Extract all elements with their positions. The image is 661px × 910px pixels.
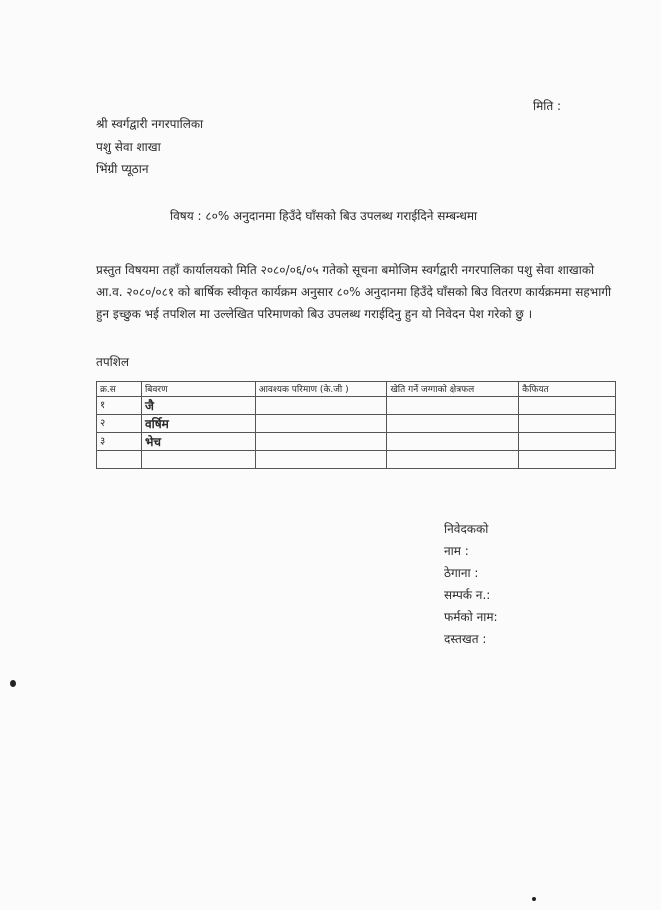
cell-remarks — [519, 415, 616, 433]
applicant-contact-label: सम्पर्क न.: — [444, 588, 491, 602]
cell-land-area — [387, 397, 519, 415]
cell-serial: २ — [97, 415, 142, 433]
cell-description: भेच — [141, 433, 255, 451]
date-label: मिति : — [533, 99, 562, 113]
cell-serial: १ — [97, 397, 142, 415]
table-row — [97, 433, 616, 451]
recipient-line-3: भिंग्री प्यूठान — [96, 162, 149, 176]
cell-remarks — [519, 397, 616, 415]
details-table — [96, 381, 616, 469]
cell-description: वर्षिम — [141, 415, 255, 433]
recipient-line-1: श्री स्वर्गद्वारी नगरपालिका — [96, 117, 204, 131]
scan-speck — [532, 897, 536, 901]
header-serial: क्र.स — [97, 382, 142, 397]
table-row — [97, 415, 616, 433]
cell-serial — [97, 451, 142, 469]
body-paragraph: प्रस्तुत विषयमा तहाँ कार्यालयको मिति २०८०/०६/०५ गतेको सूचना बमोजिम स्वर्गद्वारी नगरपालिका पशु सेवा शाखाको आ.व. २०८०/०८१ को बार्षिक स्वीकृत कार्यक्रम अनुसार ८०% अनुदानमा हिउँदे घाँसको बिउ वितरण कार्यक्रममा सहभागी हुन इच्छुक भई तपशिल मा उल्लेखित परिमाणको बिउ उपलब्ध गराईदिनु हुन यो निवेदन पेश गरेको छु । — [96, 263, 612, 321]
cell-quantity — [255, 415, 387, 433]
subject-line: विषय : ८०% अनुदानमा हिउँदे घाँसको बिउ उपलब्ध गराईदिने सम्बन्धमा — [170, 209, 478, 223]
applicant-name-label: नाम : — [444, 544, 469, 558]
cell-description: जै — [141, 397, 255, 415]
table-row — [97, 451, 616, 469]
header-remarks: कैफियत — [519, 382, 616, 397]
cell-quantity — [255, 433, 387, 451]
applicant-signature-label: दस्तखत : — [444, 632, 487, 646]
scan-speck — [10, 680, 16, 687]
applicant-heading: निवेदकको — [444, 522, 489, 536]
table-row — [97, 397, 616, 415]
applicant-address-label: ठेगाना : — [444, 566, 479, 580]
cell-remarks — [519, 433, 616, 451]
cell-description — [141, 451, 255, 469]
cell-remarks — [519, 451, 616, 469]
cell-serial: ३ — [97, 433, 142, 451]
cell-quantity — [255, 451, 387, 469]
cell-quantity — [255, 397, 387, 415]
cell-land-area — [387, 451, 519, 469]
applicant-block — [444, 518, 498, 650]
header-description: बिवरण — [141, 382, 255, 397]
applicant-firm-label: फर्मको नाम: — [444, 610, 498, 624]
table-header-row — [97, 382, 616, 397]
recipient-line-2: पशु सेवा शाखा — [96, 140, 161, 154]
header-land-area: खेति गर्ने जग्गाको क्षेत्रफल — [387, 382, 519, 397]
header-quantity: आवश्यक परिमाण (के.जी ) — [255, 382, 387, 397]
tapsil-label: तपशिल — [96, 355, 130, 369]
cell-land-area — [387, 433, 519, 451]
cell-land-area — [387, 415, 519, 433]
